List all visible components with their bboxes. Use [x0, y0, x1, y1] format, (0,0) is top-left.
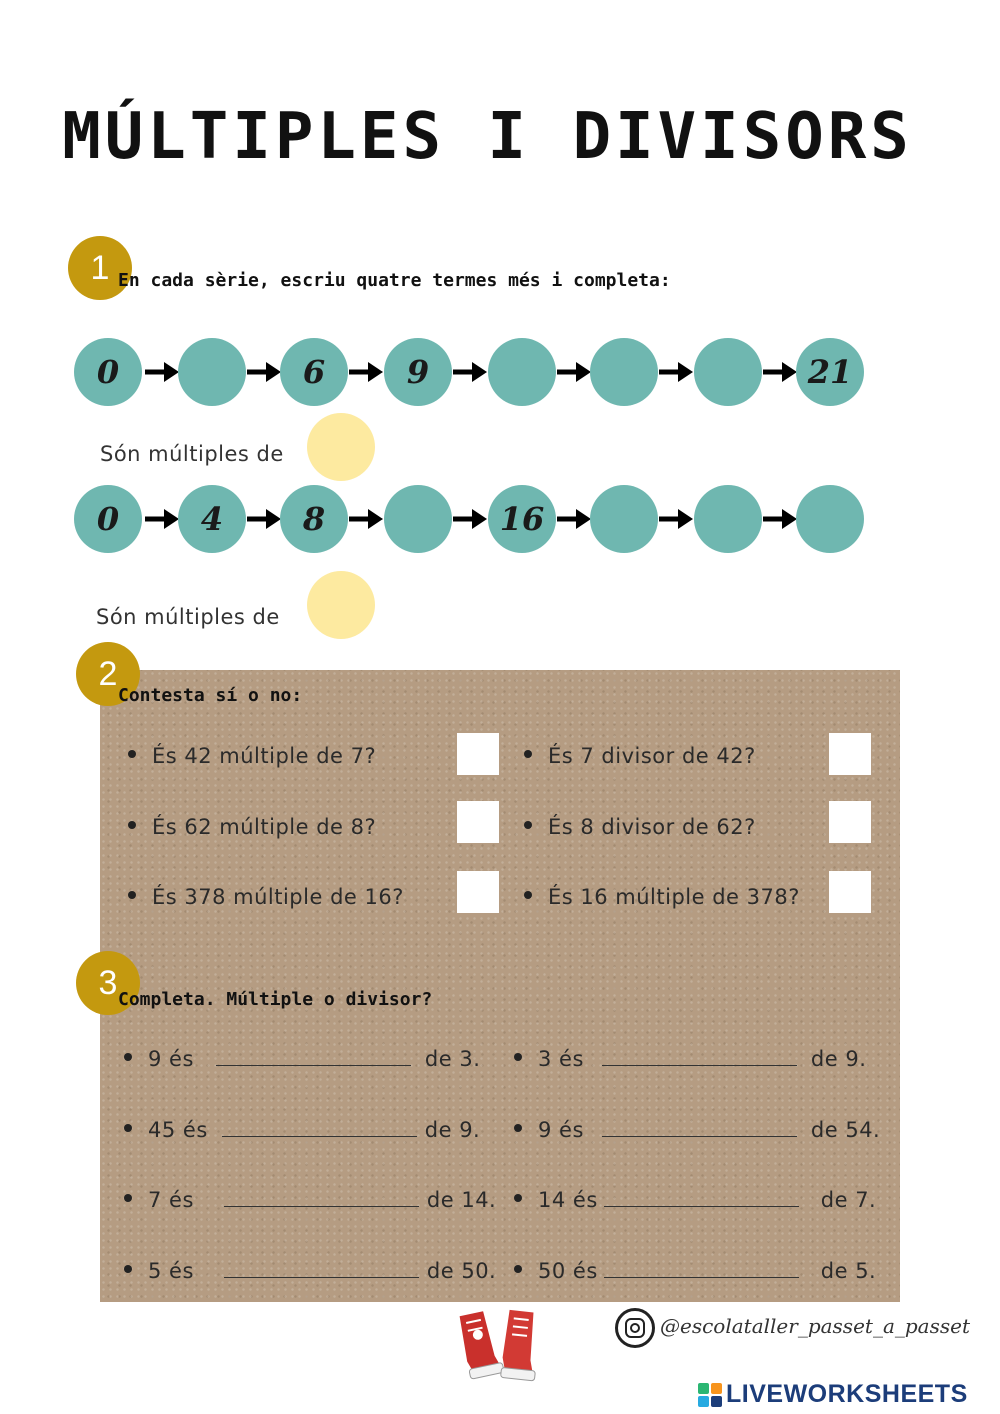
fill-blank[interactable] [222, 1119, 417, 1137]
fill-row-left [124, 1259, 496, 1283]
bullet-icon [524, 750, 532, 758]
answer-box[interactable] [829, 871, 871, 913]
section-1-instruction: En cada sèrie, escriu quatre termes més i completa: [118, 270, 671, 291]
fill-row-left [124, 1118, 480, 1142]
answer-box[interactable] [457, 871, 499, 913]
bullet-icon [128, 891, 136, 899]
multiples-label-b: Són múltiples de [96, 605, 280, 629]
bullet-icon [124, 1194, 132, 1202]
bullet-icon [124, 1265, 132, 1273]
bullet-icon [524, 821, 532, 829]
arrow-right-icon [246, 360, 282, 384]
liveworksheets-logo-icon [698, 1383, 722, 1407]
series-b-circle: 4 [178, 485, 246, 553]
bullet-icon [128, 750, 136, 758]
fill-suffix: de 54. [810, 1118, 881, 1142]
fill-row-left [124, 1047, 480, 1071]
fill-blank[interactable] [604, 1189, 799, 1207]
fill-prefix: 7 és [148, 1188, 194, 1212]
question-left [128, 744, 376, 768]
arrow-right-icon [452, 507, 488, 531]
question-text: És 8 divisor de 62? [548, 815, 756, 839]
question-text: És 16 múltiple de 378? [548, 885, 800, 909]
arrow-right-icon [246, 507, 282, 531]
arrow-right-icon [452, 360, 488, 384]
series-a-circle: 21 [796, 338, 864, 406]
series-b [74, 485, 874, 555]
bullet-icon [514, 1265, 522, 1273]
series-a-circle[interactable] [178, 338, 246, 406]
fill-row-right [514, 1047, 866, 1071]
bullet-icon [128, 821, 136, 829]
fill-prefix: 9 és [538, 1118, 584, 1142]
question-left [128, 815, 376, 839]
series-a [74, 338, 874, 408]
brand-text: LIVEWORKSHEETS [726, 1380, 968, 1408]
instagram-icon [615, 1308, 655, 1348]
question-left [128, 885, 404, 909]
arrow-right-icon [556, 507, 592, 531]
series-a-circle: 9 [384, 338, 452, 406]
series-a-circle[interactable] [694, 338, 762, 406]
fill-prefix: 14 és [538, 1188, 598, 1212]
fill-blank[interactable] [224, 1189, 419, 1207]
fill-prefix: 3 és [538, 1047, 584, 1071]
multiples-label-a: Són múltiples de [100, 442, 284, 466]
arrow-right-icon [658, 507, 694, 531]
multiples-answer-a[interactable] [307, 413, 375, 481]
section-1-badge: 1 [68, 236, 132, 300]
bullet-icon [524, 891, 532, 899]
fill-suffix: de 50. [426, 1259, 497, 1283]
series-b-circle[interactable] [796, 485, 864, 553]
fill-suffix: de 9. [424, 1118, 481, 1142]
answer-box[interactable] [829, 733, 871, 775]
section-2-instruction: Contesta sí o no: [118, 685, 303, 706]
fill-prefix: 9 és [148, 1047, 194, 1071]
instagram-handle: @escolataller_passet_a_passet [660, 1314, 970, 1338]
fill-suffix: de 7. [820, 1188, 877, 1212]
arrow-right-icon [658, 360, 694, 384]
answer-box[interactable] [457, 733, 499, 775]
bullet-icon [514, 1124, 522, 1132]
section-3-badge: 3 [76, 951, 140, 1015]
arrow-right-icon [144, 507, 180, 531]
fill-blank[interactable] [602, 1119, 797, 1137]
fill-blank[interactable] [216, 1048, 411, 1066]
arrow-right-icon [144, 360, 180, 384]
series-b-circle[interactable] [694, 485, 762, 553]
answer-box[interactable] [829, 801, 871, 843]
fill-blank[interactable] [224, 1260, 419, 1278]
fill-suffix: de 5. [820, 1259, 877, 1283]
question-text: És 62 múltiple de 8? [152, 815, 377, 839]
fill-suffix: de 9. [810, 1047, 867, 1071]
section-2-badge: 2 [76, 642, 140, 706]
series-b-circle[interactable] [590, 485, 658, 553]
bullet-icon [514, 1053, 522, 1061]
arrow-right-icon [348, 507, 384, 531]
bullet-icon [514, 1194, 522, 1202]
page-title: MÚLTIPLES I DIVISORS [62, 100, 913, 174]
series-a-circle: 0 [74, 338, 142, 406]
question-right [524, 885, 800, 909]
section-3-instruction: Completa. Múltiple o divisor? [118, 989, 433, 1010]
question-right [524, 815, 756, 839]
series-a-circle[interactable] [590, 338, 658, 406]
fill-prefix: 50 és [538, 1259, 598, 1283]
series-a-circle[interactable] [488, 338, 556, 406]
fill-blank[interactable] [604, 1260, 799, 1278]
arrow-right-icon [348, 360, 384, 384]
question-text: És 378 múltiple de 16? [152, 885, 404, 909]
fill-row-right [514, 1259, 876, 1283]
multiples-answer-b[interactable] [307, 571, 375, 639]
bullet-icon [124, 1124, 132, 1132]
question-text: És 42 múltiple de 7? [152, 744, 377, 768]
series-b-circle: 0 [74, 485, 142, 553]
fill-blank[interactable] [602, 1048, 797, 1066]
series-b-circle: 16 [488, 485, 556, 553]
arrow-right-icon [762, 507, 798, 531]
fill-row-left [124, 1188, 496, 1212]
series-b-circle[interactable] [384, 485, 452, 553]
arrow-right-icon [556, 360, 592, 384]
sneakers-icon [456, 1305, 544, 1391]
arrow-right-icon [762, 360, 798, 384]
answer-box[interactable] [457, 801, 499, 843]
bullet-icon [124, 1053, 132, 1061]
fill-suffix: de 14. [426, 1188, 497, 1212]
question-text: És 7 divisor de 42? [548, 744, 756, 768]
liveworksheets-brand[interactable] [698, 1380, 968, 1409]
fill-suffix: de 3. [424, 1047, 481, 1071]
series-a-circle: 6 [280, 338, 348, 406]
fill-prefix: 45 és [148, 1118, 208, 1142]
question-right [524, 744, 756, 768]
series-b-circle: 8 [280, 485, 348, 553]
fill-row-right [514, 1188, 876, 1212]
fill-prefix: 5 és [148, 1259, 194, 1283]
fill-row-right [514, 1118, 880, 1142]
